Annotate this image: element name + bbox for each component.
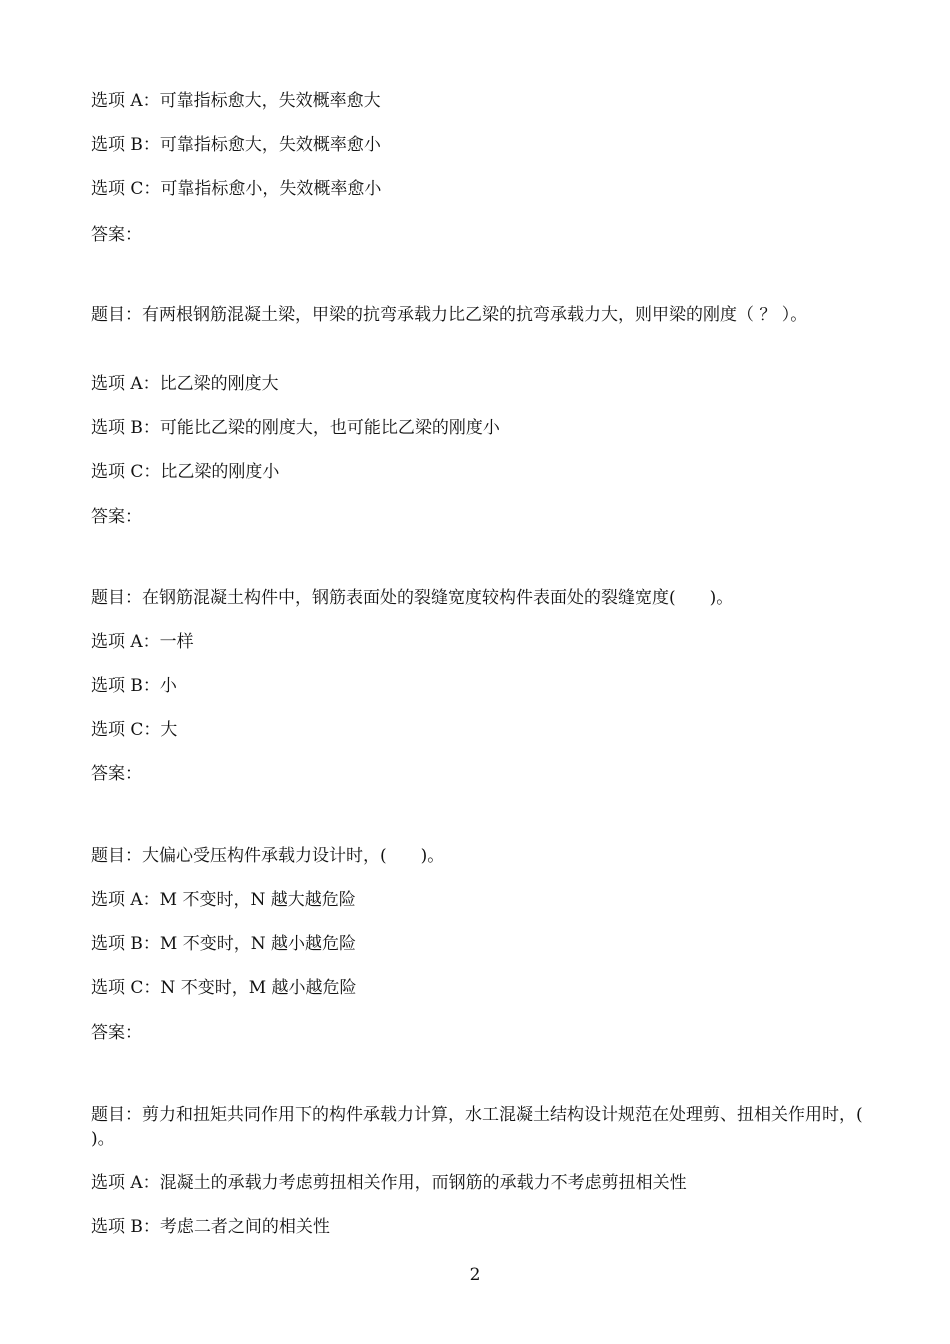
question-text: 题目：在钢筋混凝土构件中，钢筋表面处的裂缝宽度较构件表面处的裂缝宽度( )。 [91, 588, 734, 608]
answer-label: 答案： [91, 225, 142, 245]
option-text: 选项 B：M 不变时，N 越小越危险 [91, 934, 356, 954]
answer-label: 答案： [91, 1023, 142, 1043]
question-text: 题目：大偏心受压构件承载力设计时，( )。 [91, 846, 445, 866]
option-text: 选项 B：考虑二者之间的相关性 [91, 1217, 330, 1237]
answer-label: 答案： [91, 764, 142, 784]
option-text: 选项 A：一样 [91, 632, 194, 652]
option-text: 选项 B：可靠指标愈大，失效概率愈小 [91, 135, 381, 155]
option-text: 选项 C：大 [91, 720, 178, 740]
option-text: 选项 B：小 [91, 676, 177, 696]
option-text: 选项 A：可靠指标愈大，失效概率愈大 [91, 91, 381, 111]
option-text: 选项 B：可能比乙梁的刚度大，也可能比乙梁的刚度小 [91, 418, 500, 438]
page-number: 2 [469, 1265, 481, 1285]
option-text: 选项 A：混凝土的承载力考虑剪扭相关作用，而钢筋的承载力不考虑剪扭相关性 [91, 1173, 687, 1193]
option-text: 选项 C：N 不变时，M 越小越危险 [91, 978, 357, 998]
option-text: 选项 A：M 不变时，N 越大越危险 [91, 890, 356, 910]
option-text: 选项 C：可靠指标愈小，失效概率愈小 [91, 179, 382, 199]
answer-label: 答案： [91, 507, 142, 527]
option-text: 选项 C：比乙梁的刚度小 [91, 462, 280, 482]
option-text: 选项 A：比乙梁的刚度大 [91, 374, 279, 394]
question-text: 题目：剪力和扭矩共同作用下的构件承载力计算，水工混凝土结构设计规范在处理剪、扭相关作用时，( )。 [91, 1105, 897, 1149]
question-text: 题目：有两根钢筋混凝土梁，甲梁的抗弯承载力比乙梁的抗弯承载力大，则甲梁的刚度（ ？ ）。 [91, 305, 808, 325]
